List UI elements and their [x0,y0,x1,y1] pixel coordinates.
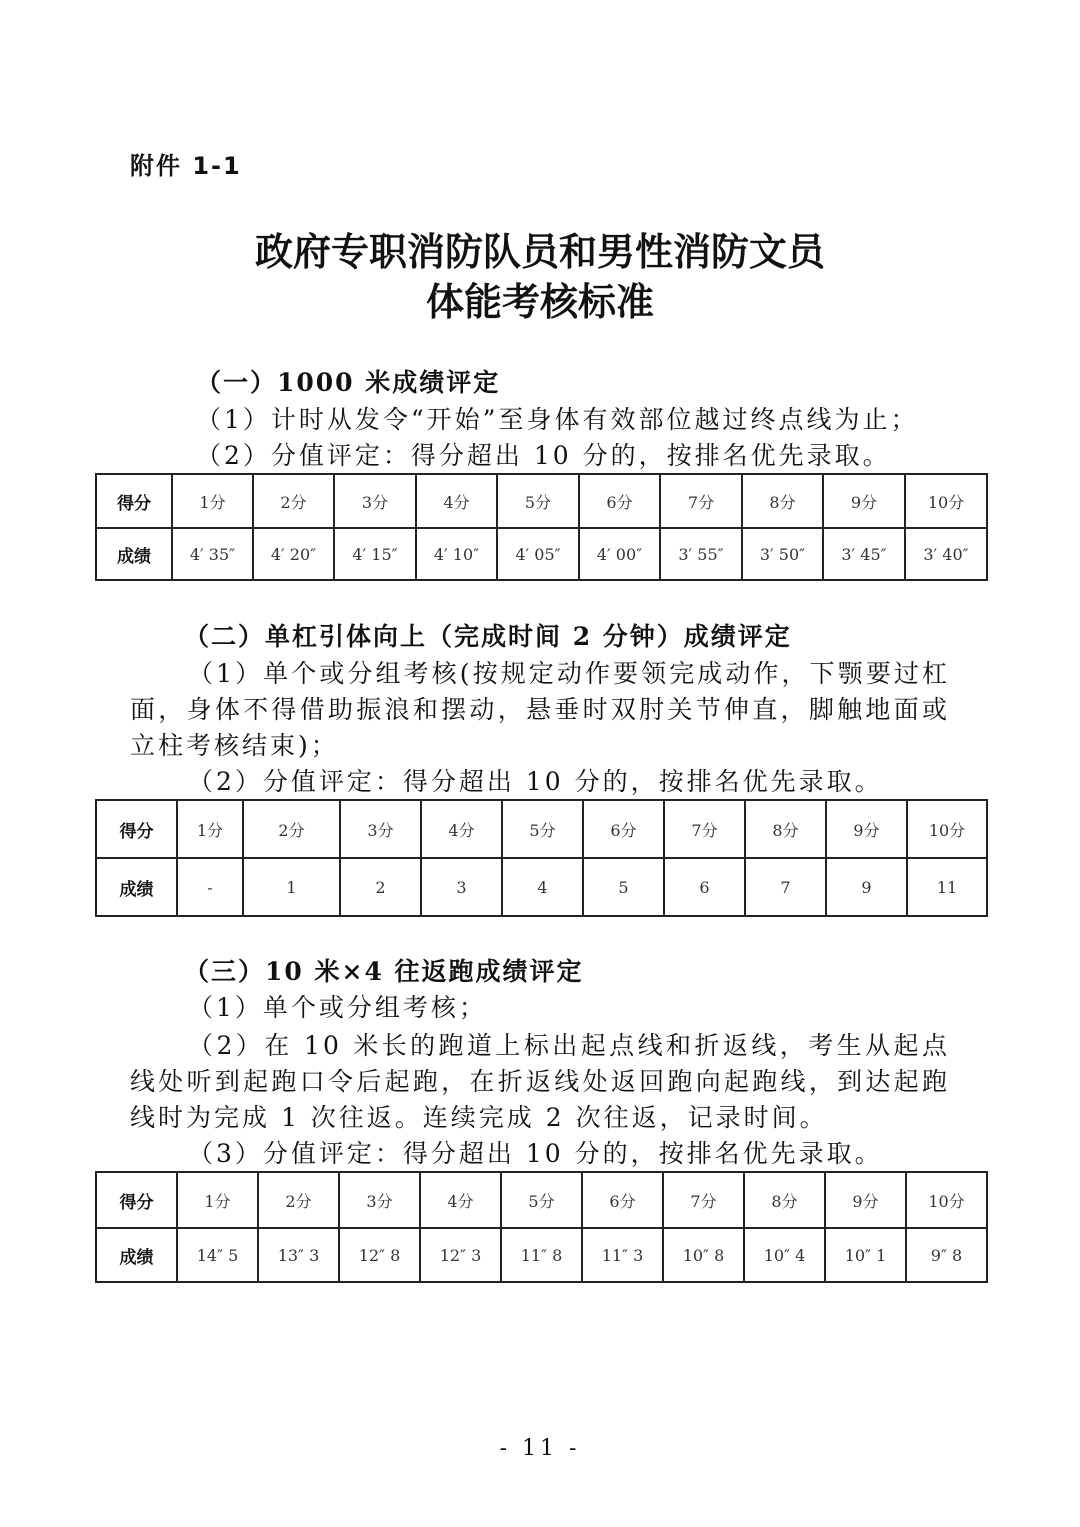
score-cell: 8分 [745,800,826,858]
score-row [96,800,987,858]
score-cell: 1分 [172,474,253,528]
score-cell: 5分 [497,474,579,528]
result-cell: 10″ 8 [663,1228,744,1282]
score-cell: 6分 [583,800,664,858]
row-header-result: 成绩 [96,528,172,580]
score-cell: 9分 [823,474,905,528]
document-title-line1: 政府专职消防队员和男性消防文员 [254,229,825,274]
score-cell: 3分 [339,1172,420,1228]
result-cell: 4′ 15″ [334,528,416,580]
row-header-score: 得分 [96,1172,177,1228]
score-cell: 5分 [502,800,583,858]
result-cell: 10″ 1 [825,1228,906,1282]
score-cell: 9分 [825,1172,906,1228]
result-cell: 3′ 40″ [905,528,987,580]
result-cell: 4 [502,858,583,916]
section-1-paragraph-1: （1）计时从发令“开始”至身体有效部位越过终点线为止； [196,405,919,434]
row-header-result: 成绩 [96,858,177,916]
score-table-shuttle-run [95,1171,988,1283]
result-cell: 3′ 50″ [742,528,823,580]
score-cell: 3分 [334,474,416,528]
section-3-paragraph-1: （1）单个或分组考核； [188,993,487,1022]
score-cell: 2分 [258,1172,339,1228]
row-header-result: 成绩 [96,1228,177,1282]
result-cell: 4′ 00″ [579,528,660,580]
page-number: - 11 - [499,1436,581,1461]
score-cell: 7分 [660,474,742,528]
score-table-pullup [95,799,988,917]
section-1-heading: （一）1000 米成绩评定 [196,368,501,397]
result-cell: 2 [340,858,421,916]
score-cell: 1分 [177,800,243,858]
score-row [96,474,987,528]
score-cell: 3分 [340,800,421,858]
result-cell: 5 [583,858,664,916]
result-row [96,858,987,916]
score-cell: 10分 [906,1172,987,1228]
result-cell: 12″ 8 [339,1228,420,1282]
score-cell: 5分 [501,1172,582,1228]
result-cell: 12″ 3 [420,1228,501,1282]
document-title-line2: 体能考核标准 [425,279,654,324]
score-cell: 8分 [742,474,823,528]
section-3-paragraph-3: （3）分值评定：得分超出 10 分的，按排名优先录取。 [188,1139,883,1168]
result-cell: 3′ 55″ [660,528,742,580]
result-cell: 3′ 45″ [823,528,905,580]
score-cell: 2分 [243,800,340,858]
result-row [96,1228,987,1282]
score-cell: 10分 [905,474,987,528]
result-row [96,528,987,580]
result-cell: 11″ 8 [501,1228,582,1282]
section-1-paragraph-2: （2）分值评定：得分超出 10 分的，按排名优先录取。 [196,441,891,470]
score-cell: 4分 [421,800,502,858]
result-cell: 11″ 3 [582,1228,663,1282]
section-2-paragraph-1: （1）单个或分组考核(按规定动作要领完成动作，下颚要过杠面，身体不得借助振浪和摆动，悬垂时双肘关节伸直，脚触地面或立柱考核结束)； [130,659,950,760]
result-cell: 1 [243,858,340,916]
score-cell: 1分 [177,1172,258,1228]
section-2-heading: （二）单杠引体向上（完成时间 2 分钟）成绩评定 [184,622,792,651]
score-cell: 7分 [664,800,745,858]
attachment-label: 附件 1-1 [130,152,242,180]
result-cell: 4′ 05″ [497,528,579,580]
result-cell: 4′ 35″ [172,528,253,580]
result-cell: 9 [826,858,907,916]
result-cell: - [177,858,243,916]
result-cell: 4′ 20″ [253,528,334,580]
score-cell: 6分 [579,474,660,528]
score-cell: 4分 [420,1172,501,1228]
row-header-score: 得分 [96,800,177,858]
section-3-heading: （三）10 米×4 往返跑成绩评定 [184,957,584,986]
score-cell: 6分 [582,1172,663,1228]
result-cell: 9″ 8 [906,1228,987,1282]
result-cell: 6 [664,858,745,916]
score-cell: 7分 [663,1172,744,1228]
result-cell: 3 [421,858,502,916]
result-cell: 13″ 3 [258,1228,339,1282]
score-cell: 9分 [826,800,907,858]
score-cell: 8分 [744,1172,825,1228]
result-cell: 4′ 10″ [416,528,497,580]
result-cell: 10″ 4 [744,1228,825,1282]
row-header-score: 得分 [96,474,172,528]
score-cell: 4分 [416,474,497,528]
result-cell: 11 [907,858,987,916]
score-cell: 10分 [907,800,987,858]
score-row [96,1172,987,1228]
score-table-1000m [95,473,988,581]
section-2-paragraph-2: （2）分值评定：得分超出 10 分的，按排名优先录取。 [188,767,883,796]
section-3-paragraph-2: （2）在 10 米长的跑道上标出起点线和折返线，考生从起点线处听到起跑口令后起跑，在折返线处返回跑向起跑线，到达起跑线时为完成 1 次往返。连续完成 2 次往返，记录时间。 [130,1031,950,1132]
result-cell: 7 [745,858,826,916]
result-cell: 14″ 5 [177,1228,258,1282]
score-cell: 2分 [253,474,334,528]
